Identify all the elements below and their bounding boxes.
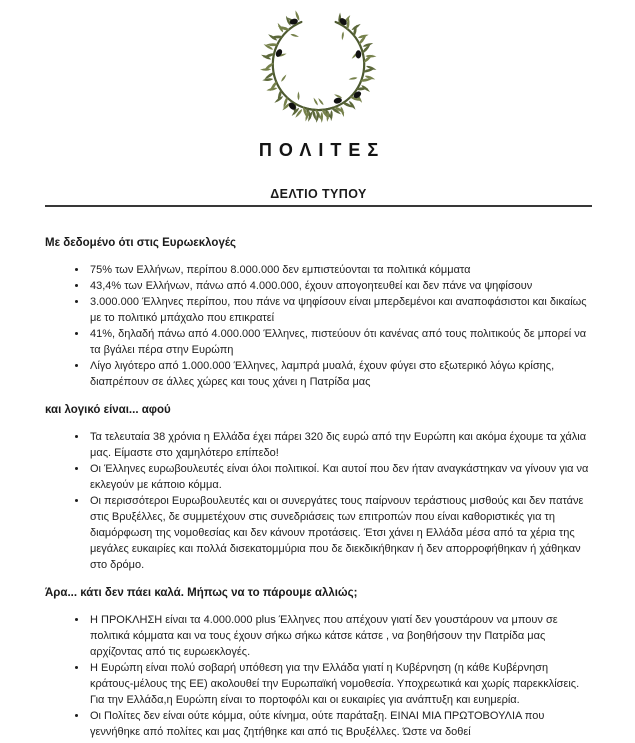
bullet-item: • 75% των Ελλήνων, περίπου 8.000.000 δεν εμπιστεύονται τα πολιτικά κόμματα [88, 262, 592, 278]
bullet-item: • Λίγο λιγότερο από 1.000.000 Έλληνες, λαμπρά μυαλά, έχουν φύγει στο εξωτερικό λόγω κρίσης, διαπρέπουν σε άλλες χώρες και τους χάνει η Πατρίδα μας [88, 358, 592, 390]
bullet-list [45, 262, 592, 390]
section [45, 237, 592, 390]
olive-wreath-icon [231, 4, 406, 132]
bullet-item: • Η ΠΡΟΚΛΗΣΗ είναι τα 4.000.000 plus Έλληνες που απέχουν γιατί δεν γουστάρουν να μπουν σε πολιτικά κόμματα και να τους έχουν σήκω σήκω κάτσε κάτσε , να βοηθήσουν την Πατρίδα μας αρχίζοντας από τις ευρωεκλογές. [88, 612, 592, 660]
bullet-list [45, 429, 592, 573]
brand-name: ΠΟΛΙΤΕΣ [258, 140, 386, 160]
bullet-item: • 3.000.000 Έλληνες περίπου, που πάνε να ψηφίσουν είναι μπερδεμένοι και αναποφάσιστοι και δικαίως με το πολιτικό μπάχαλο που επικρατεί [88, 294, 592, 326]
section-heading: και λογικό είναι... αφού [45, 404, 171, 416]
document-header [45, 187, 592, 207]
bullet-item: • Οι Πολίτες δεν είναι ούτε κόμμα, ούτε κίνημα, ούτε παράταξη. ΕΙΝΑΙ ΜΙΑ ΠΡΩΤΟΒΟΥΛΙΑ που γεννήθηκε από πολίτες και μας ζητήθηκε και από τις Βρυξέλλες. Ώστε να δοθεί [88, 708, 592, 740]
section-heading: Με δεδομένο ότι στις Ευρωεκλογές [45, 237, 237, 249]
bullet-list [45, 612, 592, 740]
bullet-item: • Η Ευρώπη είναι πολύ σοβαρή υπόθεση για την Ελλάδα γιατί η Κυβέρνηση (η κάθε Κυβέρνηση κράτους-μέλους της ΕΕ) ακολουθεί την Ευρωπαϊκή νομοθεσία. Υποχρεωτικά και χωρίς παρεκκλίσεις. Για την Ελλάδα,η Ευρώπη είναι το πορτοφόλι και οι ευκαιρίες για ανάπτυξη και ευημερία. [88, 660, 592, 708]
bullet-item: • Οι περισσότεροι Ευρωβουλευτές και οι συνεργάτες τους παίρνουν τεράστιους μισθούς και δεν πατάνε στις Βρυξέλλες, δε συμμετέχουν στις συνεδριάσεις των επιτροπών που είναι καθοριστικές για τη διαμόρφωση της νομοθεσίας και δεν κάνουν προτάσεις. Έτσι χάνει η Ελλάδα μέσα από τα χέρια της μεγάλες ευκαιρίες και πολλά δισεκατομμύρια που δε διεκδικήθηκαν ή δεν απορροφήθηκαν ή χάθηκαν στο δρόμο. [88, 493, 592, 573]
document-body [45, 207, 592, 740]
logo [45, 2, 592, 161]
bullet-item: • Τα τελευταία 38 χρόνια η Ελλάδα έχει πάρει 320 δις ευρώ από την Ευρώπη και ακόμα έχουμε τα χάλια μας. Είμαστε στο χαμηλότερο επίπεδο! [88, 429, 592, 461]
section [45, 587, 592, 740]
bullet-item: • Οι Έλληνες ευρωβουλευτές είναι όλοι πολιτικοί. Και αυτοί που δεν ήταν αναγκάστηκαν να γίνουν για να εκλεγούν με κάποιο κόμμα. [88, 461, 592, 493]
bullet-item: • 41%, δηλαδή πάνω από 4.000.000 Έλληνες, πιστεύουν ότι κανένας από τους πολιτικούς δε μπορεί να τα βγάλει πέρα στην Ευρώπη [88, 326, 592, 358]
bullet-item: • 43,4% των Ελλήνων, πάνω από 4.000.000, έχουν απογοητευθεί και δεν πάνε να ψηφίσουν [88, 278, 592, 294]
section-heading: Άρα... κάτι δεν πάει καλά. Μήπως να το πάρουμε αλλιώς; [45, 587, 358, 599]
document-title: ΔΕΛΤΙΟ ΤΥΠΟΥ [270, 187, 367, 201]
section [45, 404, 592, 573]
